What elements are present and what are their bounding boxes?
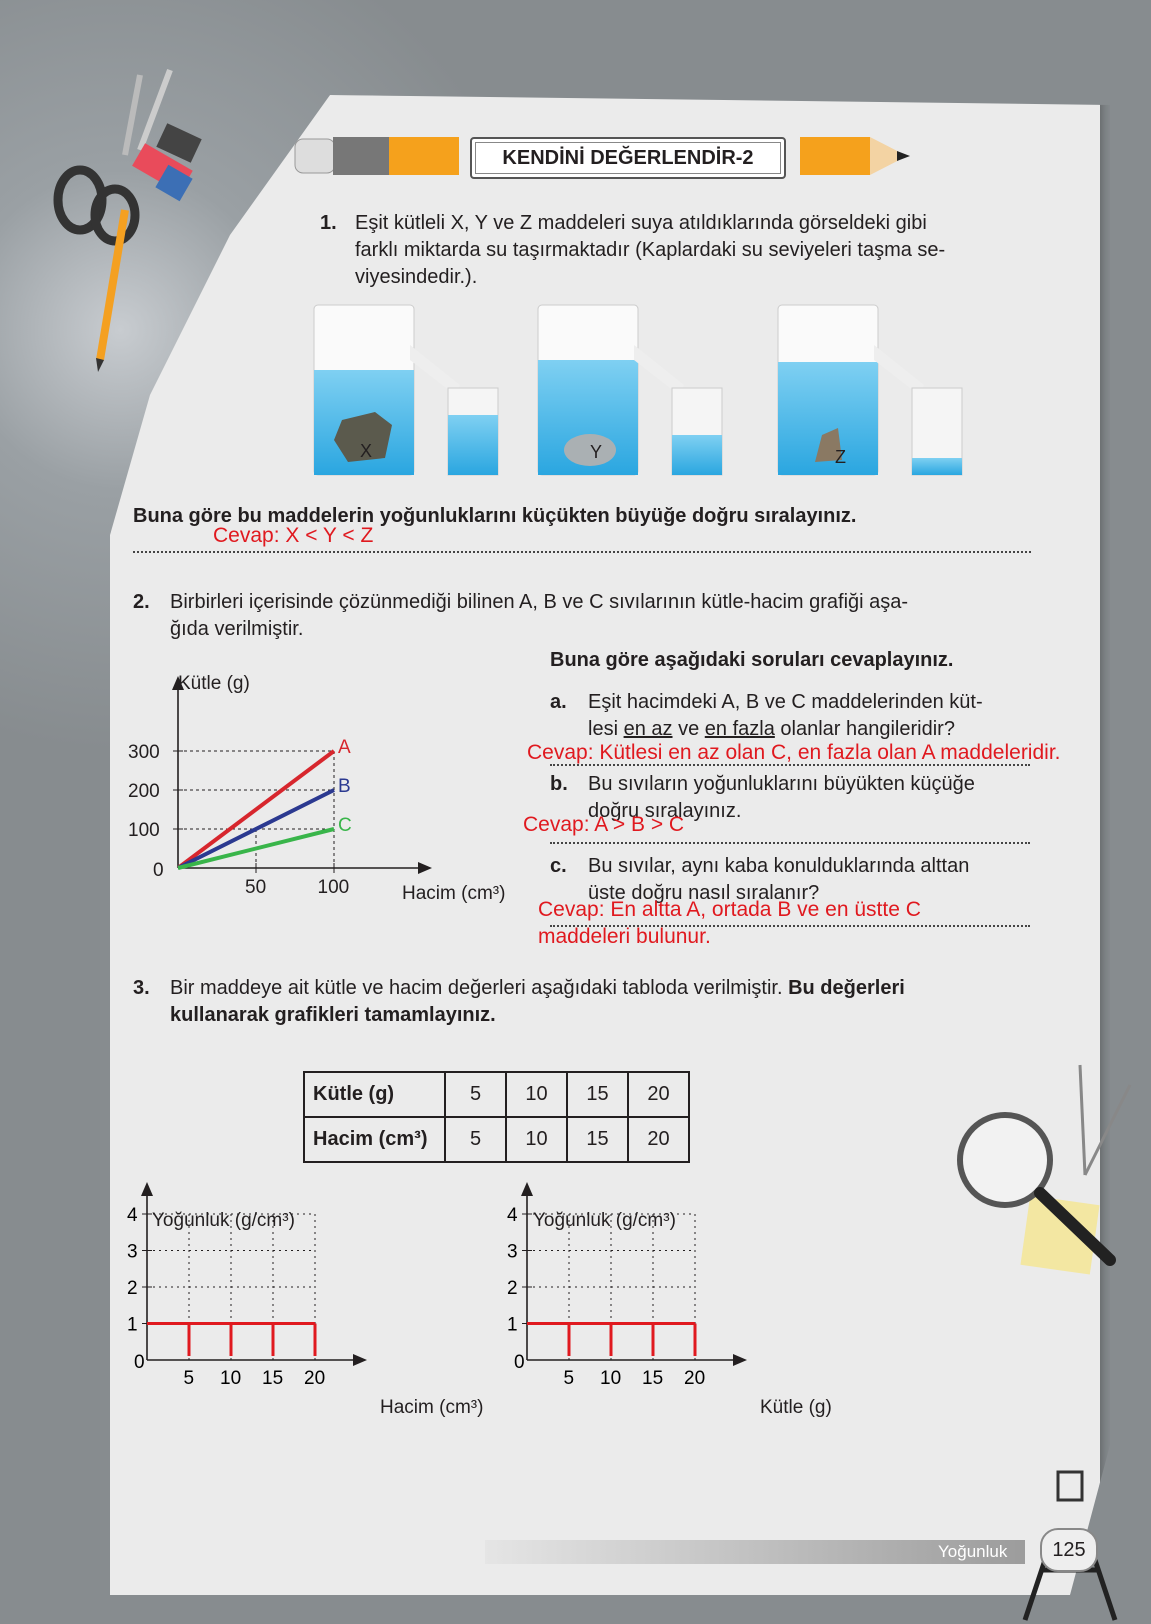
q2a-answer: Cevap: Kütlesi en az olan C, en fazla olan A maddeleridir. <box>527 741 1061 764</box>
label-y: Y <box>590 442 603 462</box>
q2a-post: olanlar hangileridir? <box>780 718 955 740</box>
q2a-mid: ve <box>678 718 700 740</box>
chart3-ylabel: Yoğunluk (g/cm³) <box>533 1210 676 1231</box>
q3-number: 3. <box>133 977 150 999</box>
table-row <box>304 1072 689 1117</box>
y-tick-label: 1 <box>127 1314 138 1336</box>
chart1-xlabel: Hacim (cm³) <box>402 883 506 904</box>
y-tick-label: 4 <box>507 1205 518 1226</box>
table-header-mass: Kütle (g) <box>304 1072 445 1117</box>
y-tick-label: 200 <box>128 781 160 802</box>
series-label-c: C <box>338 815 352 836</box>
x-tick-label: 5 <box>183 1368 195 1389</box>
x-tick-label: 10 <box>220 1368 242 1389</box>
y-tick-label: 2 <box>507 1278 518 1299</box>
q2c-answer-line1: Cevap: En altta A, ortada B ve en üstte C <box>538 898 921 921</box>
q3-text-line2: kullanarak grafikleri tamamlayınız. <box>170 1004 496 1026</box>
answer-line <box>550 925 1030 927</box>
beaker-z <box>778 305 962 475</box>
table-cell: 20 <box>628 1117 689 1162</box>
answer-line <box>550 764 1030 766</box>
chart3-xlabel: Kütle (g) <box>760 1397 832 1418</box>
table-cell: 5 <box>445 1117 506 1162</box>
q2c-text-line2: üste doğru nasıl sıralanır? <box>588 882 820 904</box>
q2b-answer: Cevap: A > B > C <box>523 813 685 836</box>
y-tick-label: 0 <box>134 1352 145 1373</box>
x-tick-label: 50 <box>245 877 267 898</box>
x-tick-label: 20 <box>684 1368 706 1389</box>
q2-number: 2. <box>133 591 150 613</box>
magnifier-illustration <box>960 1065 1140 1295</box>
x-tick-label: 20 <box>304 1368 326 1389</box>
q1-text-line2: farklı miktarda su taşırmaktadır (Kaplardaki su seviyeleri taşma se- <box>355 239 946 261</box>
series-label-a: A <box>338 737 351 758</box>
q2a-text-line2 <box>588 716 955 743</box>
q1-answer: Cevap: X < Y < Z <box>213 524 374 547</box>
section-title: KENDİNİ DEĞERLENDİR-2 <box>470 137 786 179</box>
q2-text-line1: Birbirleri içerisinde çözünmediği bilinen A, B ve C sıvılarının kütle-hacim grafiği aşa- <box>170 591 909 613</box>
y-tick-label: 0 <box>514 1352 525 1373</box>
x-tick-label: 15 <box>262 1368 284 1389</box>
q1-text-line1: Eşit kütleli X, Y ve Z maddeleri suya atıldıklarında görseldeki gibi <box>355 212 927 234</box>
q2-prompt: Buna göre aşağıdaki soruları cevaplayınız. <box>550 649 954 671</box>
x-axis-arrow <box>733 1354 747 1366</box>
table-cell: 10 <box>506 1117 567 1162</box>
y-tick-label: 1 <box>507 1314 518 1336</box>
q2b-label: b. <box>550 773 568 795</box>
beaker-x <box>314 305 498 475</box>
q2-text-line2: ğıda verilmiştir. <box>170 618 304 640</box>
q2c-label: c. <box>550 855 567 877</box>
y-tick-label: 100 <box>128 820 160 841</box>
q2b-text-line2: doğru sıralayınız. <box>588 800 742 822</box>
q2a-underline-max: en fazla <box>704 718 775 740</box>
mass-volume-chart <box>120 668 530 908</box>
series-label-b: B <box>338 776 351 797</box>
x-tick-label: 15 <box>642 1368 664 1389</box>
q1-text-line3: viyesindedir.). <box>355 266 478 288</box>
y-tick-label: 0 <box>153 860 164 881</box>
x-axis-arrow <box>353 1354 367 1366</box>
y-tick-label: 4 <box>127 1205 138 1226</box>
q3-text-line1 <box>170 975 905 1002</box>
y-tick-label: 3 <box>127 1241 138 1263</box>
chart1-ylabel: Kütle (g) <box>178 673 250 694</box>
answer-line <box>550 842 1030 844</box>
compass-icon <box>1080 1065 1085 1175</box>
y-tick-label: 3 <box>507 1241 518 1263</box>
beakers-illustration <box>300 300 1000 485</box>
chart2-xlabel: Hacim (cm³) <box>380 1397 484 1418</box>
beaker-y <box>538 305 722 475</box>
x-tick-label: 5 <box>563 1368 575 1389</box>
page-number: 125 <box>1040 1528 1098 1572</box>
table-cell: 5 <box>445 1072 506 1117</box>
q2a-text-line1: Eşit hacimdeki A, B ve C maddelerinden küt- <box>588 691 983 713</box>
y-tick-label: 300 <box>128 742 160 763</box>
q3-text-bold: Bu değerleri <box>788 977 905 999</box>
table-header-volume: Hacim (cm³) <box>304 1117 445 1162</box>
q1-question: Buna göre bu maddelerin yoğunluklarını küçükten büyüğe doğru sıralayınız. <box>133 505 857 527</box>
q2c-answer-line2: maddeleri bulunur. <box>538 925 711 948</box>
answer-line <box>133 551 1031 553</box>
chart2-ylabel: Yoğunluk (g/cm³) <box>152 1210 295 1231</box>
q2a-underline-min: en az <box>623 718 673 740</box>
stationery-illustration <box>30 60 230 380</box>
mass-volume-table <box>303 1071 690 1163</box>
table-cell: 20 <box>628 1072 689 1117</box>
table-cell: 10 <box>506 1072 567 1117</box>
q2c-text-line1: Bu sıvılar, aynı kaba konulduklarında alttan <box>588 855 970 877</box>
table-row <box>304 1117 689 1162</box>
x-tick-label: 100 <box>317 877 350 898</box>
x-tick-label: 10 <box>600 1368 622 1389</box>
q2a-label: a. <box>550 691 567 713</box>
q2b-text-line1: Bu sıvıların yoğunluklarını büyükten küçüğe <box>588 773 975 795</box>
table-cell: 15 <box>567 1117 628 1162</box>
q3-text-plain: Bir maddeye ait kütle ve hacim değerleri aşağıdaki tabloda verilmiştir. <box>170 977 783 999</box>
footer-section: Yoğunluk <box>938 1542 1008 1561</box>
label-z: Z <box>835 447 846 467</box>
label-x: X <box>360 441 373 461</box>
y-tick-label: 2 <box>127 1278 138 1299</box>
q2a-pre: lesi <box>588 718 619 740</box>
table-cell: 15 <box>567 1072 628 1117</box>
q1-number: 1. <box>320 212 337 234</box>
